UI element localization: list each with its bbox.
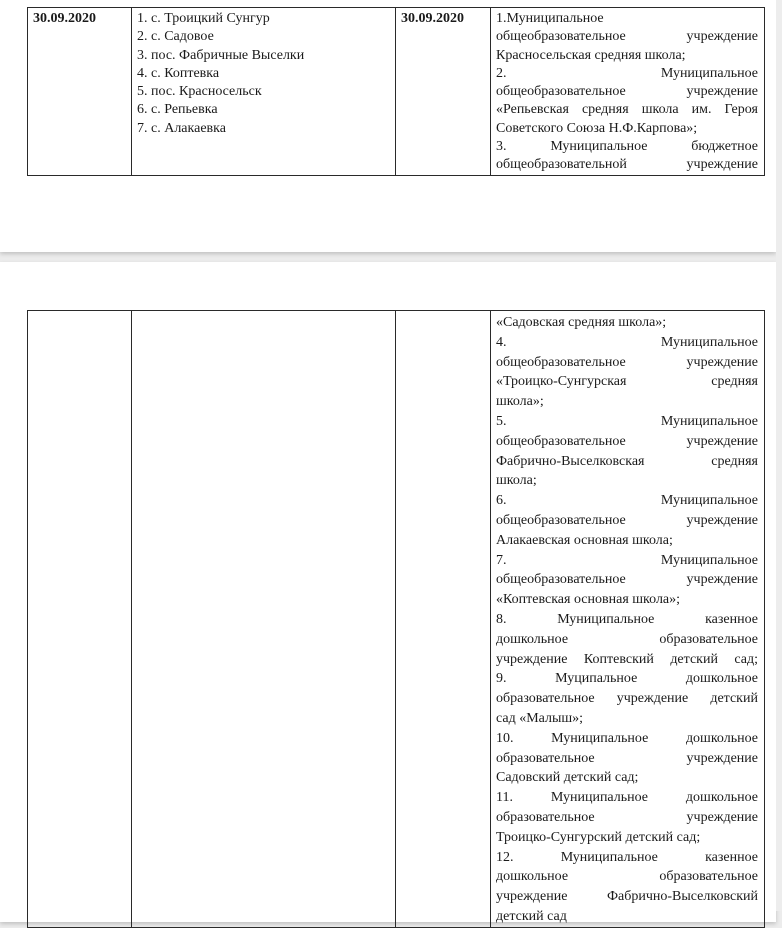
settlement-item: 7. с. Алакаевка xyxy=(137,120,226,136)
institution-word: учреждение xyxy=(686,29,758,45)
institution-word: учреждение xyxy=(686,750,758,766)
institution-line xyxy=(496,669,758,689)
settlement-item: 3. пос. Фабричные Выселки xyxy=(137,47,305,63)
institution-word: 7. xyxy=(496,552,507,568)
institution-line xyxy=(496,749,758,769)
institution-word: Муниципальное xyxy=(660,334,758,350)
institution-line xyxy=(496,867,758,887)
date-cell-2 xyxy=(396,311,491,928)
institution-word: казенное xyxy=(705,849,758,865)
institution-line xyxy=(496,138,758,156)
institution-word: общеобразовательной xyxy=(496,157,627,173)
institution-word: Коптевский xyxy=(583,651,654,667)
institution-word: образовательное xyxy=(496,750,595,766)
settlement-item: 1. с. Троицкий Сунгур xyxy=(137,11,270,26)
institution-word: средняя xyxy=(711,453,758,469)
institution-line xyxy=(496,511,758,531)
institution-line: «Садовская средняя школа»; xyxy=(496,315,667,330)
institution-word: детский xyxy=(710,691,758,707)
institution-word: сад; xyxy=(734,651,758,667)
institution-line xyxy=(496,808,758,828)
institution-word: образовательное xyxy=(496,691,595,707)
institution-line: Садовский детский сад; xyxy=(496,770,639,786)
institution-word: 11. xyxy=(496,790,513,806)
institution-word: учреждение xyxy=(686,572,758,588)
institution-word: учреждение xyxy=(686,512,758,528)
document-page-1 xyxy=(0,0,776,252)
institution-word: Муниципальное xyxy=(550,139,648,155)
institution-word: общеобразовательное xyxy=(496,572,626,588)
institution-word: учреждение xyxy=(686,354,758,370)
institution-word: Муниципальное xyxy=(560,849,658,865)
institution-word: дошкольное xyxy=(685,671,758,687)
institution-word: учреждение xyxy=(616,691,689,707)
institution-line: школа»; xyxy=(496,394,544,410)
institution-word: 5. xyxy=(496,413,507,429)
settlement-item: 4. с. Коптевка xyxy=(137,65,220,81)
institution-line xyxy=(496,452,758,472)
institution-line xyxy=(496,689,758,709)
institution-word: общеобразовательное xyxy=(496,433,626,449)
institution-word: 8. xyxy=(496,611,507,627)
institution-line: «Коптевская основная школа»; xyxy=(496,592,681,608)
institution-word: «Репьевская xyxy=(496,102,569,118)
institution-line xyxy=(496,412,758,432)
scrollbar-track[interactable] xyxy=(776,0,782,911)
institution-word: 2. xyxy=(496,65,507,81)
institution-line xyxy=(496,101,758,119)
institution-word: общеобразовательное xyxy=(496,512,626,528)
institution-line: сад «Малыш»; xyxy=(496,710,584,726)
institution-line: 1.Муниципальное xyxy=(496,11,604,26)
institution-line xyxy=(496,729,758,749)
date-cell xyxy=(28,311,132,928)
settlements-table-part-2 xyxy=(27,310,765,928)
institution-word: Муниципальное xyxy=(551,730,649,746)
institution-word: образовательное xyxy=(659,631,758,647)
institution-line: школа; xyxy=(496,473,537,489)
institution-word: средняя xyxy=(581,102,629,118)
settlements-table-part-1 xyxy=(27,7,765,176)
institution-word: дошкольное xyxy=(685,730,758,746)
institution-line xyxy=(496,333,758,353)
date-cell xyxy=(28,8,132,176)
institution-line xyxy=(496,156,758,174)
institution-word: Муниципальное xyxy=(550,790,649,806)
settlements-cell xyxy=(132,8,396,176)
settlement-item: 2. с. Садовое xyxy=(137,29,214,45)
institutions-cell xyxy=(491,311,765,928)
institution-word: Муниципальное xyxy=(660,413,758,429)
institution-word: общеобразовательное xyxy=(496,29,626,45)
settlements-cell xyxy=(132,311,396,928)
institution-line: Троицко-Сунгурский детский сад; xyxy=(496,829,701,845)
institution-word: учреждение xyxy=(686,157,758,173)
date-text: 30.09.2020 xyxy=(33,11,96,26)
institution-word: им. xyxy=(691,102,712,118)
institution-word: Муниципальное xyxy=(660,493,758,509)
institution-word: учреждение xyxy=(686,433,758,449)
institution-word: дошкольное xyxy=(685,790,758,806)
institution-line xyxy=(496,610,758,630)
institution-line: детский сад xyxy=(496,908,567,924)
institution-word: 4. xyxy=(496,334,507,350)
table-row xyxy=(28,8,765,176)
institution-word: учреждение xyxy=(496,651,568,667)
institution-line xyxy=(496,65,758,83)
table-row xyxy=(28,311,765,928)
institution-line xyxy=(496,887,758,907)
institution-line xyxy=(496,372,758,392)
institution-line xyxy=(496,83,758,101)
institution-word: учреждение xyxy=(686,809,758,825)
institution-word: Героя xyxy=(724,102,758,118)
institution-word: Муципальное xyxy=(555,671,638,687)
institution-word: образовательное xyxy=(659,869,758,885)
institution-word: 10. xyxy=(496,730,514,746)
institution-line xyxy=(496,788,758,808)
institution-line xyxy=(496,353,758,373)
document-page-2 xyxy=(0,262,776,922)
institution-line: Алакаевская основная школа; xyxy=(496,532,673,548)
institution-line xyxy=(496,570,758,590)
institution-line xyxy=(496,28,758,46)
institution-word: общеобразовательное xyxy=(496,354,626,370)
institution-word: учреждение xyxy=(686,84,758,100)
institution-word: дошкольное xyxy=(496,869,569,885)
institution-word: Фабрично-Выселковская xyxy=(496,453,645,469)
institution-word: 3. xyxy=(496,139,507,155)
institution-word: бюджетное xyxy=(691,139,758,155)
institution-word: Фабрично-Выселковский xyxy=(606,889,758,905)
institution-line xyxy=(496,432,758,452)
institution-word: «Троицко-Сунгурская xyxy=(496,374,627,390)
date-text-2: 30.09.2020 xyxy=(401,11,464,26)
institutions-cell xyxy=(491,8,765,176)
settlement-item: 6. с. Репьевка xyxy=(137,102,218,118)
institution-line: Советского Союза Н.Ф.Карпова»; xyxy=(496,120,698,136)
institution-word: Муниципальное xyxy=(660,552,758,568)
institution-word: 6. xyxy=(496,493,507,509)
institution-line xyxy=(496,848,758,868)
institution-word: детский xyxy=(670,651,718,667)
settlement-item: 5. пос. Красносельск xyxy=(137,84,262,100)
institution-word: образовательное xyxy=(496,809,595,825)
institution-word: средняя xyxy=(711,374,758,390)
institution-word: общеобразовательное xyxy=(496,84,626,100)
institution-line xyxy=(496,630,758,650)
institution-line xyxy=(496,551,758,571)
institution-word: Муниципальное xyxy=(660,65,758,81)
institution-line xyxy=(496,650,758,670)
institution-line: Красносельская средняя школа; xyxy=(496,47,686,63)
institution-word: школа xyxy=(641,102,679,118)
institution-word: казенное xyxy=(705,611,758,627)
institution-word: дошкольное xyxy=(496,631,569,647)
institution-word: учреждение xyxy=(496,889,568,905)
date-cell-2 xyxy=(396,8,491,176)
institution-word: Муниципальное xyxy=(557,611,655,627)
institution-line xyxy=(496,491,758,511)
institution-word: 9. xyxy=(496,671,507,687)
institution-word: 12. xyxy=(496,849,514,865)
